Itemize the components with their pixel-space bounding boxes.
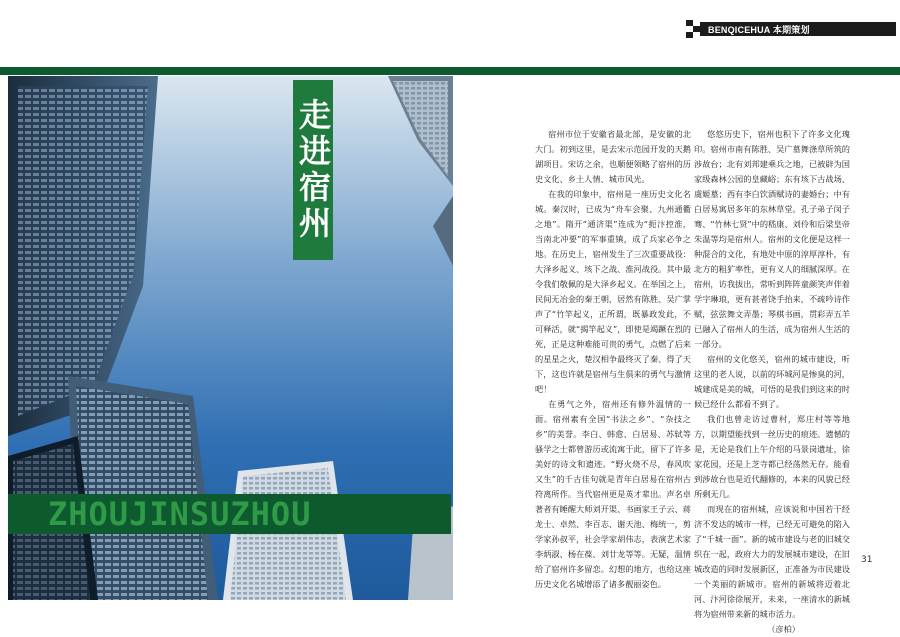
- article-column-right: [694, 127, 850, 637]
- page-title: 走进宿州: [294, 98, 332, 242]
- paragraph: 我们也曾走访过曹村，郑庄村等等地方，以期望能找到一丝历史的痕迹。遗憾的是，无论是我们上午介绍的马景岗遗址，徐家花园，还是上芝寺都已经荡然无存。能看到涉故台也是近代翻修的，本来的风貌已经所剩无几。: [694, 414, 850, 499]
- top-green-rule: [0, 67, 900, 75]
- title-box: [293, 80, 333, 260]
- pinyin-banner: [8, 494, 451, 534]
- paragraph: 而现在的宿州城，应该说和中国若干经济不发达的城市一样，已经无可避免的陷入了“千城一面”。新的城市建设与老的旧城交织在一起，政府大力的发展城市建设，在旧城改造的同时发展新区，正准备为市民建设一个美丽的新城市。宿州的新城将迈着北河、汴河徐徐展开，未来，一座清水的新城将为宿州带来新的城市活力。: [694, 504, 850, 619]
- pinyin-title: ZHOUJINSUZHOU: [48, 495, 312, 533]
- paragraph: 宿州市位于安徽省最北部，是安徽的北大门。初到这里，是去宋示范园开发的天鹅湖项目。宋访之余，也顺便领略了宿州的历史文化、乡土人情、城市风光。: [535, 129, 691, 184]
- section-header: [700, 22, 896, 36]
- paragraph: 宿州的文化悠关，宿州的城市建设，听这里的老人说，以前的环城河是惨臭的河，城建成是美的城，可悟的是我们到这来的时候已经什么都看不到了。: [694, 354, 850, 409]
- article-column-left: [535, 127, 691, 592]
- page-number: 31: [861, 555, 873, 565]
- paragraph: 在我的印象中，宿州是一座历史文化名城。秦汉时，已成为“舟车会聚、九州通衢之地”。隋开“通济渠”连成为“扼汴控淮，当南北冲要”的军事重镇，成了兵家必争之地。在历史上，宿州发生了三次重要战役：大泽乡起义、垓下之战、淮河战役。其中最令我们敬佩的是大泽乡起义。在举国之上，民间无冶金的秦王朝，居然有陈胜、吴广掌声了“竹竿起义，正所谓，既暴政发此，不可释活，就“揭竿起义”，即使是竭蹶在烈的死，正是这种难能可贵的勇气，点燃了后来的星星之火，楚汉相争最终灭了秦、得了天下，这也许就是宿州与生俱来的勇气与激情吧！: [535, 189, 691, 394]
- header-checker-icon: [686, 20, 700, 38]
- paragraph: 悠悠历史下，宿州也积下了许多文化瑰印。宿州市南有陈胜、吴广墓舞涤草所筑的涉故台；北有刘邦建乘兵之地，已被辟为国家级森林公园的皇藏峪；东有垓下古战场、虞姬墓；西有李白饮酒赋诗的妻婚台；中有白居易寓居多年的东林草堂。孔子弟子闵子骞、“竹林七贤”中的嵇康、刘伶和后梁皇帝朱温等均是宿州人。宿州的文化便是这样一种混合的文化，有地处中原的淳厚淳朴，有北方的粗犷率性，更有义人的细腻深厚。在宿州，访我拔出，常听到阵阵童颜笑声伴着学字琳琅，更有甚者饶手抬来，不疏吟诗作赋，弦弦舞文弄墨；琴棋书画，贯彩弄五羊已融入了宿州人的生活，成为宿州人生活的一部分。: [694, 129, 850, 349]
- author-signature: （彦柏）: [767, 624, 800, 634]
- section-label: BENQICEHUA 本期策划: [708, 24, 810, 35]
- paragraph: 在勇气之外，宿州还有修外温情的一面。宿州素有全国“书法之乡”、“杂技之乡”的美誉。李白、韩愈、白居易、苏轼等骚学之士都曾游历或流寓于此，留下了许多美好的诗文和遗迹。“野火烧不尽，春风吹又生”的千古佳句就是青年白居易在宿州古符离所作。当代宿州更是英才辈出。声名卓著者有睡醒大师刘开渠、书画家王子云、蒋龙士、卓然、李百志、谢天池、梅统一，剪学家孙叔平，社会学家胡伟志，表演艺术家李炳淑、杨在葆、刘廿龙等等。无疑，温情给了宿州许多留恋。幻想的地方，也给这座历史文化名城增添了诸多靓丽姿色。: [535, 399, 691, 589]
